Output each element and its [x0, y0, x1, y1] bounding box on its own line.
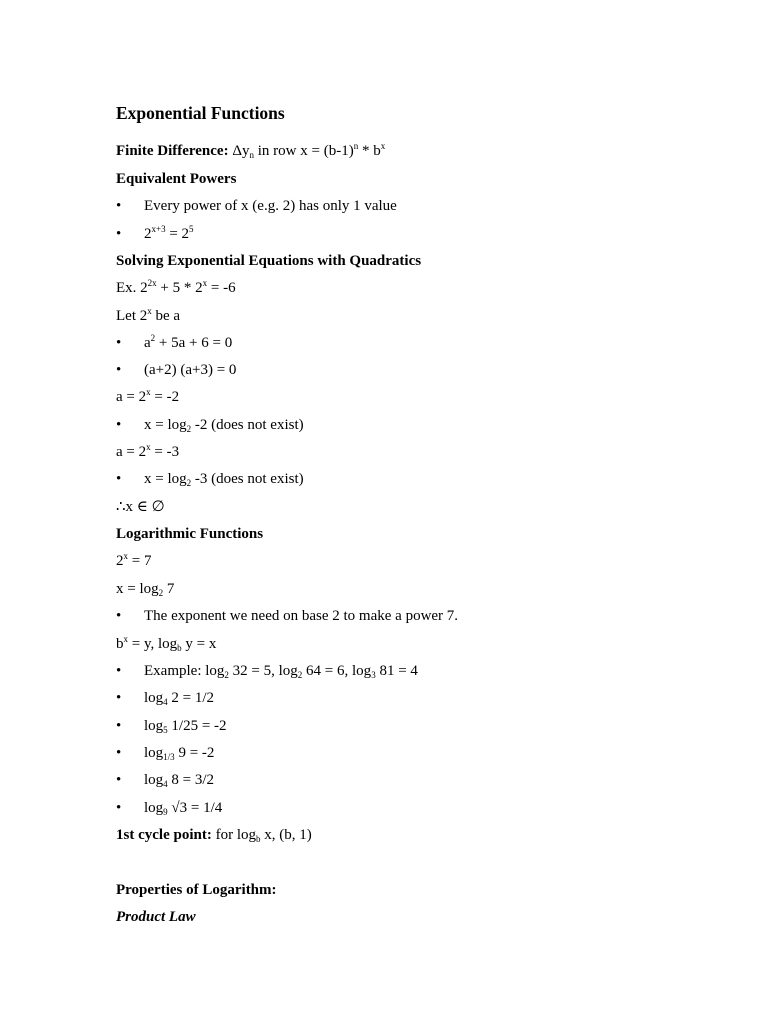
list-item-text: (a+2) (a+3) = 0	[144, 362, 237, 378]
case-line: $a = 2^x = -3$	[116, 442, 180, 460]
list-item-text: $2^{x+3} = 2^5$	[144, 224, 194, 242]
bullet: •	[116, 417, 122, 433]
substitution-line: Let 2$^x$ be a	[116, 306, 181, 324]
conclusion-line: ∴x ∈ ∅	[116, 499, 165, 515]
example-equation: Ex. $2^{2x} + 5 * 2^x = -6$	[116, 278, 236, 296]
list-item-text: $a^2 + 5a + 6 = 0$	[144, 333, 233, 351]
equation-line: $x = \log_2 7$	[116, 581, 175, 598]
list-item-text: Every power of x (e.g. 2) has only 1 value	[144, 198, 397, 214]
list-item-text: $x = \log_2 -2$ (does not exist)	[144, 417, 304, 434]
logarithmic-functions-heading: Logarithmic Functions	[116, 526, 264, 542]
exponent-n: n	[353, 141, 359, 151]
cycle-point-line: 1st cycle point: for $\log_b x$, (b, 1)	[116, 827, 312, 844]
bullet: •	[116, 335, 122, 351]
bullet: •	[116, 226, 122, 242]
product-law-subheading: Product Law	[116, 909, 196, 925]
bullet: •	[116, 745, 122, 761]
equation-line: $2^x = 7$	[116, 551, 152, 569]
definition-line: $b^x = y$, $\log_b y = x$	[116, 634, 217, 653]
list-item-text: $x = \log_2 -3$ (does not exist)	[144, 471, 304, 488]
exponent-x: x	[380, 141, 386, 151]
equivalent-powers-heading: Equivalent Powers	[116, 171, 237, 187]
bullet: •	[116, 608, 122, 624]
delta-text: Δy	[232, 143, 250, 159]
properties-heading: Properties of Logarithm:	[116, 882, 277, 898]
bullet: •	[116, 198, 122, 214]
page-title: Exponential Functions	[116, 103, 285, 123]
delta-subscript: n	[249, 150, 254, 160]
finite-difference-line	[116, 141, 385, 161]
finite-difference-label: Finite Difference:	[116, 143, 229, 159]
list-item-text: Example: $\log_2 32 = 5$, $\log_2 64 = 6$, $\log_3 81 = 4$	[144, 663, 418, 680]
times-b: * b	[358, 143, 381, 159]
bullet: •	[116, 362, 122, 378]
bullet: •	[116, 663, 122, 679]
list-item-text: $\log_{1/3} 9 = -2$	[144, 745, 215, 762]
solving-quadratics-heading: Solving Exponential Equations with Quadratics	[116, 253, 422, 269]
bullet: •	[116, 471, 122, 487]
bullet: •	[116, 800, 122, 816]
finite-difference-mid: in row x = (b-1)	[254, 143, 354, 159]
bullet: •	[116, 772, 122, 788]
list-item-text: $\log_9 √3 = 1/4$	[144, 800, 223, 817]
list-item-text: $\log_4 8 = 3/2$	[144, 772, 215, 789]
bullet: •	[116, 690, 122, 706]
bullet: •	[116, 718, 122, 734]
list-item-text: $\log_4 2 = 1/2$	[144, 690, 215, 707]
list-item-text: $\log_5 1/25 = -2$	[144, 718, 227, 735]
list-item-text: The exponent we need on base 2 to make a power 7.	[144, 608, 459, 624]
case-line: $a = 2^x = -2$	[116, 387, 180, 405]
cycle-point-label: 1st cycle point:	[116, 827, 212, 843]
